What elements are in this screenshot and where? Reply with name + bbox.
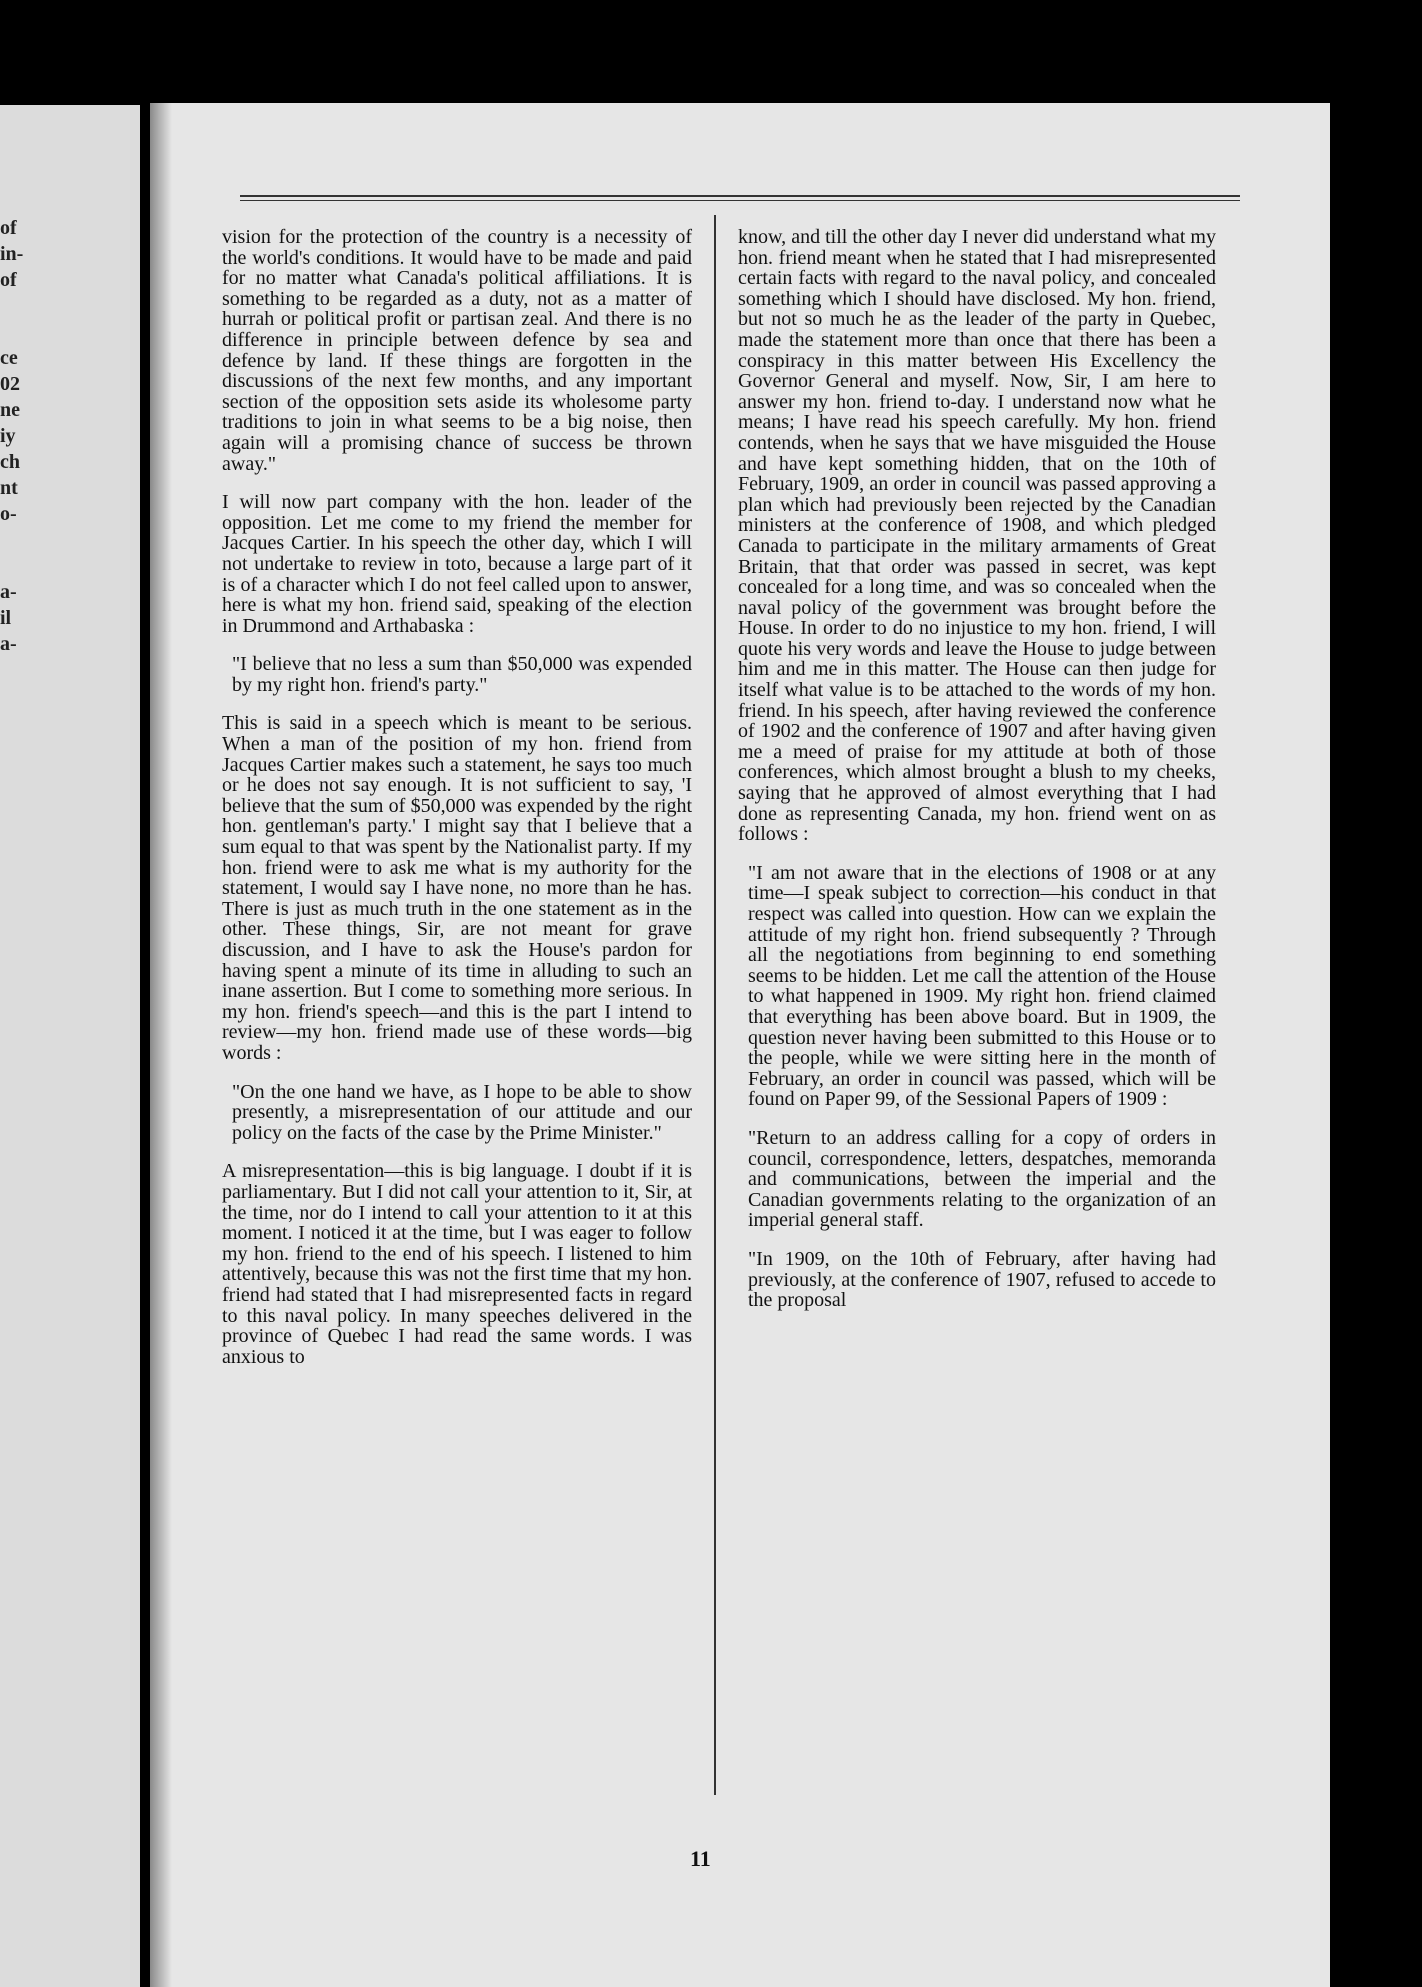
adjacent-page-text bbox=[0, 215, 30, 657]
margin-fragment: o- bbox=[0, 503, 17, 525]
margin-fragment: ch bbox=[0, 451, 20, 473]
quoted-paragraph: "I believe that no less a sum than $50,000 was expended by my right hon. friend's party." bbox=[232, 653, 692, 696]
margin-fragment: 02 bbox=[0, 373, 20, 395]
margin-fragment: iy bbox=[0, 425, 16, 447]
left-text-column bbox=[222, 227, 692, 1385]
margin-fragment: ce bbox=[0, 347, 18, 369]
margin-fragment: of bbox=[0, 217, 17, 239]
paragraph: know, and till the other day I never did understand what my hon. friend meant when he stated that I had misrepresented certain facts with regard to the naval policy, and concealed something which I should have disclosed. My hon. friend, but not so much he as the leader of the party in Quebec, made the statement more than once that there has been a conspiracy in this matter between His Excellency the Governor General and myself. Now, Sir, I am here to answer my hon. friend to-day. I understand now what he means; I have read his speech carefully. My hon. friend contends, when he says that we have misguided the House and have kept something hidden, that on the 10th of February, 1909, an order in council was passed approving a plan which had previously been rejected by the Canadian ministers at the conference of 1908, and which pledged Canada to participate in the military armaments of Great Britain, that that order was passed in secret, was kept concealed for a long time, and was so concealed when the naval policy of the government was brought before the House. In order to do no injustice to my hon. friend, I will quote his very words and leave the House to judge between him and me in this matter. The House can then judge for itself what value is to be attached to the words of my hon. friend. In his speech, after having reviewed the conference of 1902 and the conference of 1907 and after having given me a meed of praise for my attitude at both of those conferences, which almost brought a blush to my cheeks, saying that he approved of almost everything that I had done as representing Canada, my hon. friend went on as follows : bbox=[738, 226, 1216, 846]
margin-fragment bbox=[0, 553, 30, 579]
margin-fragment: ne bbox=[0, 399, 20, 421]
margin-fragment: a- bbox=[0, 633, 17, 655]
page-number: 11 bbox=[690, 1846, 711, 1871]
quoted-paragraph: "In 1909, on the 10th of February, after having had previously, at the conference of 1907, refused to accede to the proposal bbox=[748, 1247, 1216, 1312]
paragraph: This is said in a speech which is meant to be serious. When a man of the position of my hon. friend from Jacques Cartier makes such a statement, he says too much or he does not say enough. It is not sufficient to say, 'I believe that the sum of $50,000 was expended by the right hon. gentleman's party.' I might say that I believe that a sum equal to that was spent by the Nationalist party. If my hon. friend were to ask me what is my authority for the statement, I would say I have none, no more than he has. There is just as much truth in the one statement as in the other. These things, Sir, are not meant for grave discussion, and I have to ask the House's pardon for having spent a minute of its time in alluding to such an inane assertion. But I come to something more serious. In my hon. friend's speech—and this is the part I intend to review—my hon. friend made use of these words—big words : bbox=[222, 712, 692, 1064]
margin-fragment: in- bbox=[0, 243, 24, 265]
paragraph: A misrepresentation—this is big language. I doubt if it is parliamentary. But I did not call your attention to it, Sir, at the time, nor do I intend to call your attention to it at this moment. I noticed it at the time, but I was eager to follow my hon. friend to the end of his speech. I listened to him attentively, because this was not the first time that my hon. friend had stated that I had misrepresented facts in regard to this naval policy. In many speeches delivered in the province of Quebec I had read the same words. I was anxious to bbox=[222, 1160, 692, 1368]
margin-fragment bbox=[0, 527, 30, 553]
quoted-paragraph: "On the one hand we have, as I hope to be able to show presently, a misrepresentation of our attitude and our policy on the facts of the case by the Prime Minister." bbox=[232, 1080, 692, 1144]
right-text-column bbox=[738, 227, 1216, 1329]
quoted-paragraph: "Return to an address calling for a copy of orders in council, correspondence, letters, despatches, memoranda and communications, between the imperial and the Canadian governments relating to the organization of an imperial general staff. bbox=[748, 1126, 1216, 1232]
paragraph: I will now part company with the hon. leader of the opposition. Let me come to my friend the member for Jacques Cartier. In his speech the other day, which I will not undertake to review in toto, because a large part of it is of a character which I do not feel called upon to answer, here is what my hon. friend said, speaking of the election in Drummond and Arthabaska : bbox=[222, 491, 692, 637]
page-gutter-shadow bbox=[150, 103, 172, 1987]
margin-fragment: il bbox=[0, 607, 12, 629]
column-divider bbox=[714, 215, 716, 1795]
paragraph: vision for the protection of the country is a necessity of the world's conditions. It would have to be made and paid for no matter what Canada's political affiliations. It is something to be regarded as a duty, not as a matter of hurrah or political profit or partisan zeal. And there is no difference in principle between defence by sea and defence by land. If these things are forgotten in the discussions of the next few months, and any important section of the opposition sets aside its wholesome party traditions to join in what seems to be a big noise, then again will a promising chance of success be thrown away." bbox=[222, 226, 692, 475]
margin-fragment: nt bbox=[0, 477, 18, 499]
margin-fragment bbox=[0, 319, 30, 345]
header-rule bbox=[240, 195, 1240, 197]
margin-fragment bbox=[0, 293, 30, 319]
margin-fragment: of bbox=[0, 269, 17, 291]
header-rule-thin bbox=[240, 200, 1240, 201]
margin-fragment: a- bbox=[0, 581, 17, 603]
quoted-paragraph: "I am not aware that in the elections of 1908 or at any time—I speak subject to correction—his conduct in that respect was called into question. How can we explain the attitude of my right hon. friend subsequently ? Through all the negotiations from beginning to end something seems to be hidden. Let me call the attention of the House to what happened in 1909. My right hon. friend claimed that everything has been above board. But in 1909, the question never having been submitted to this House or to the people, while we were sitting here in the month of February, an order in council was passed, which will be found on Paper 99, of the Sessional Papers of 1909 : bbox=[748, 861, 1216, 1111]
